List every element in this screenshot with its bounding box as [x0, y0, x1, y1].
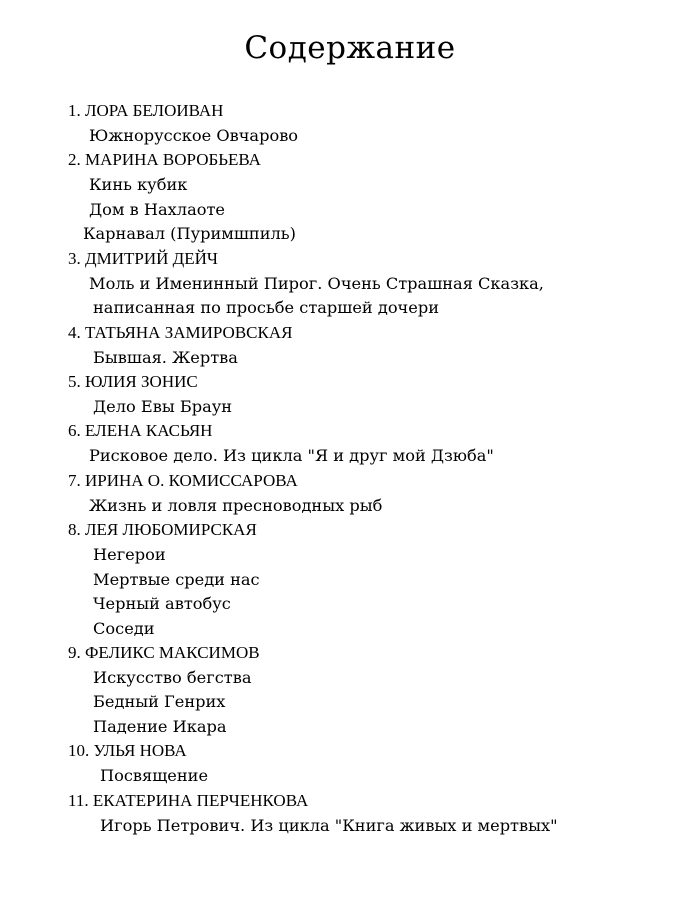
toc-author: [68, 100, 223, 122]
toc-number: 11.: [68, 791, 89, 810]
toc-number: 5.: [68, 372, 81, 391]
toc-author-name: ФЕЛИКС МАКСИМОВ: [85, 643, 260, 662]
toc-number: 2.: [68, 150, 81, 169]
toc-author: [68, 371, 198, 393]
toc-author: [68, 519, 257, 541]
toc-author: [68, 149, 261, 171]
toc-work: Кинь кубик: [89, 175, 188, 194]
toc-work: Искусство бегства: [93, 668, 252, 687]
toc-work: Рисковое дело. Из цикла "Я и друг мой Дзюба": [89, 446, 494, 465]
toc-number: 1.: [68, 101, 81, 120]
toc-author: [68, 470, 298, 492]
toc-author: [68, 790, 308, 812]
toc-author-name: ЕКАТЕРИНА ПЕРЧЕНКОВА: [92, 791, 309, 810]
toc-work: Жизнь и ловля пресноводных рыб: [89, 496, 383, 515]
toc-author-name: ДМИТРИЙ ДЕЙЧ: [85, 249, 218, 268]
toc-number: 8.: [68, 520, 81, 539]
toc-author: [68, 740, 187, 762]
toc-author-name: МАРИНА ВОРОБЬЕВА: [85, 150, 261, 169]
toc-work: Бедный Генрих: [93, 692, 226, 711]
toc-author-name: ИРИНА О. КОМИССАРОВА: [85, 471, 298, 490]
toc-work: Негерои: [93, 545, 166, 564]
toc-number: 6.: [68, 421, 81, 440]
toc-author-name: УЛЬЯ НОВА: [93, 741, 187, 760]
toc-work: Бывшая. Жертва: [93, 348, 238, 367]
toc-author-name: ЛОРА БЕЛОИВАН: [85, 101, 224, 120]
toc-work: Посвящение: [100, 766, 209, 785]
toc-work: Дело Евы Браун: [93, 397, 233, 416]
toc-author-name: ЕЛЕНА КАСЬЯН: [85, 421, 213, 440]
toc-work: Дом в Нахлаоте: [89, 200, 226, 219]
toc-author: [68, 322, 292, 344]
toc-author-name: ТАТЬЯНА ЗАМИРОВСКАЯ: [85, 323, 293, 342]
toc-number: 4.: [68, 323, 81, 342]
toc-number: 3.: [68, 249, 81, 268]
toc-author-name: ЮЛИЯ ЗОНИС: [85, 372, 198, 391]
toc-work: Карнавал (Пуримшпиль): [83, 224, 296, 243]
toc-author: [68, 420, 212, 442]
toc-author-name: ЛЕЯ ЛЮБОМИРСКАЯ: [85, 520, 257, 539]
toc-work: написанная по просьбе старшей дочери: [93, 298, 439, 317]
toc-work: Южнорусское Овчарово: [89, 126, 299, 145]
toc-work: Игорь Петрович. Из цикла "Книга живых и мертвых": [100, 816, 558, 835]
toc-work: Черный автобус: [93, 594, 231, 613]
page-title: Содержание: [244, 30, 456, 66]
toc-number: 10.: [68, 741, 90, 760]
toc-work: Мертвые среди нас: [93, 570, 260, 589]
toc-work: Соседи: [93, 619, 155, 638]
toc-work: Падение Икара: [93, 717, 227, 736]
toc-work: Моль и Именинный Пирог. Очень Страшная Сказка,: [89, 274, 544, 293]
toc-author: [68, 248, 218, 270]
toc-number: 9.: [68, 643, 81, 662]
toc-number: 7.: [68, 471, 81, 490]
toc-author: [68, 642, 260, 664]
